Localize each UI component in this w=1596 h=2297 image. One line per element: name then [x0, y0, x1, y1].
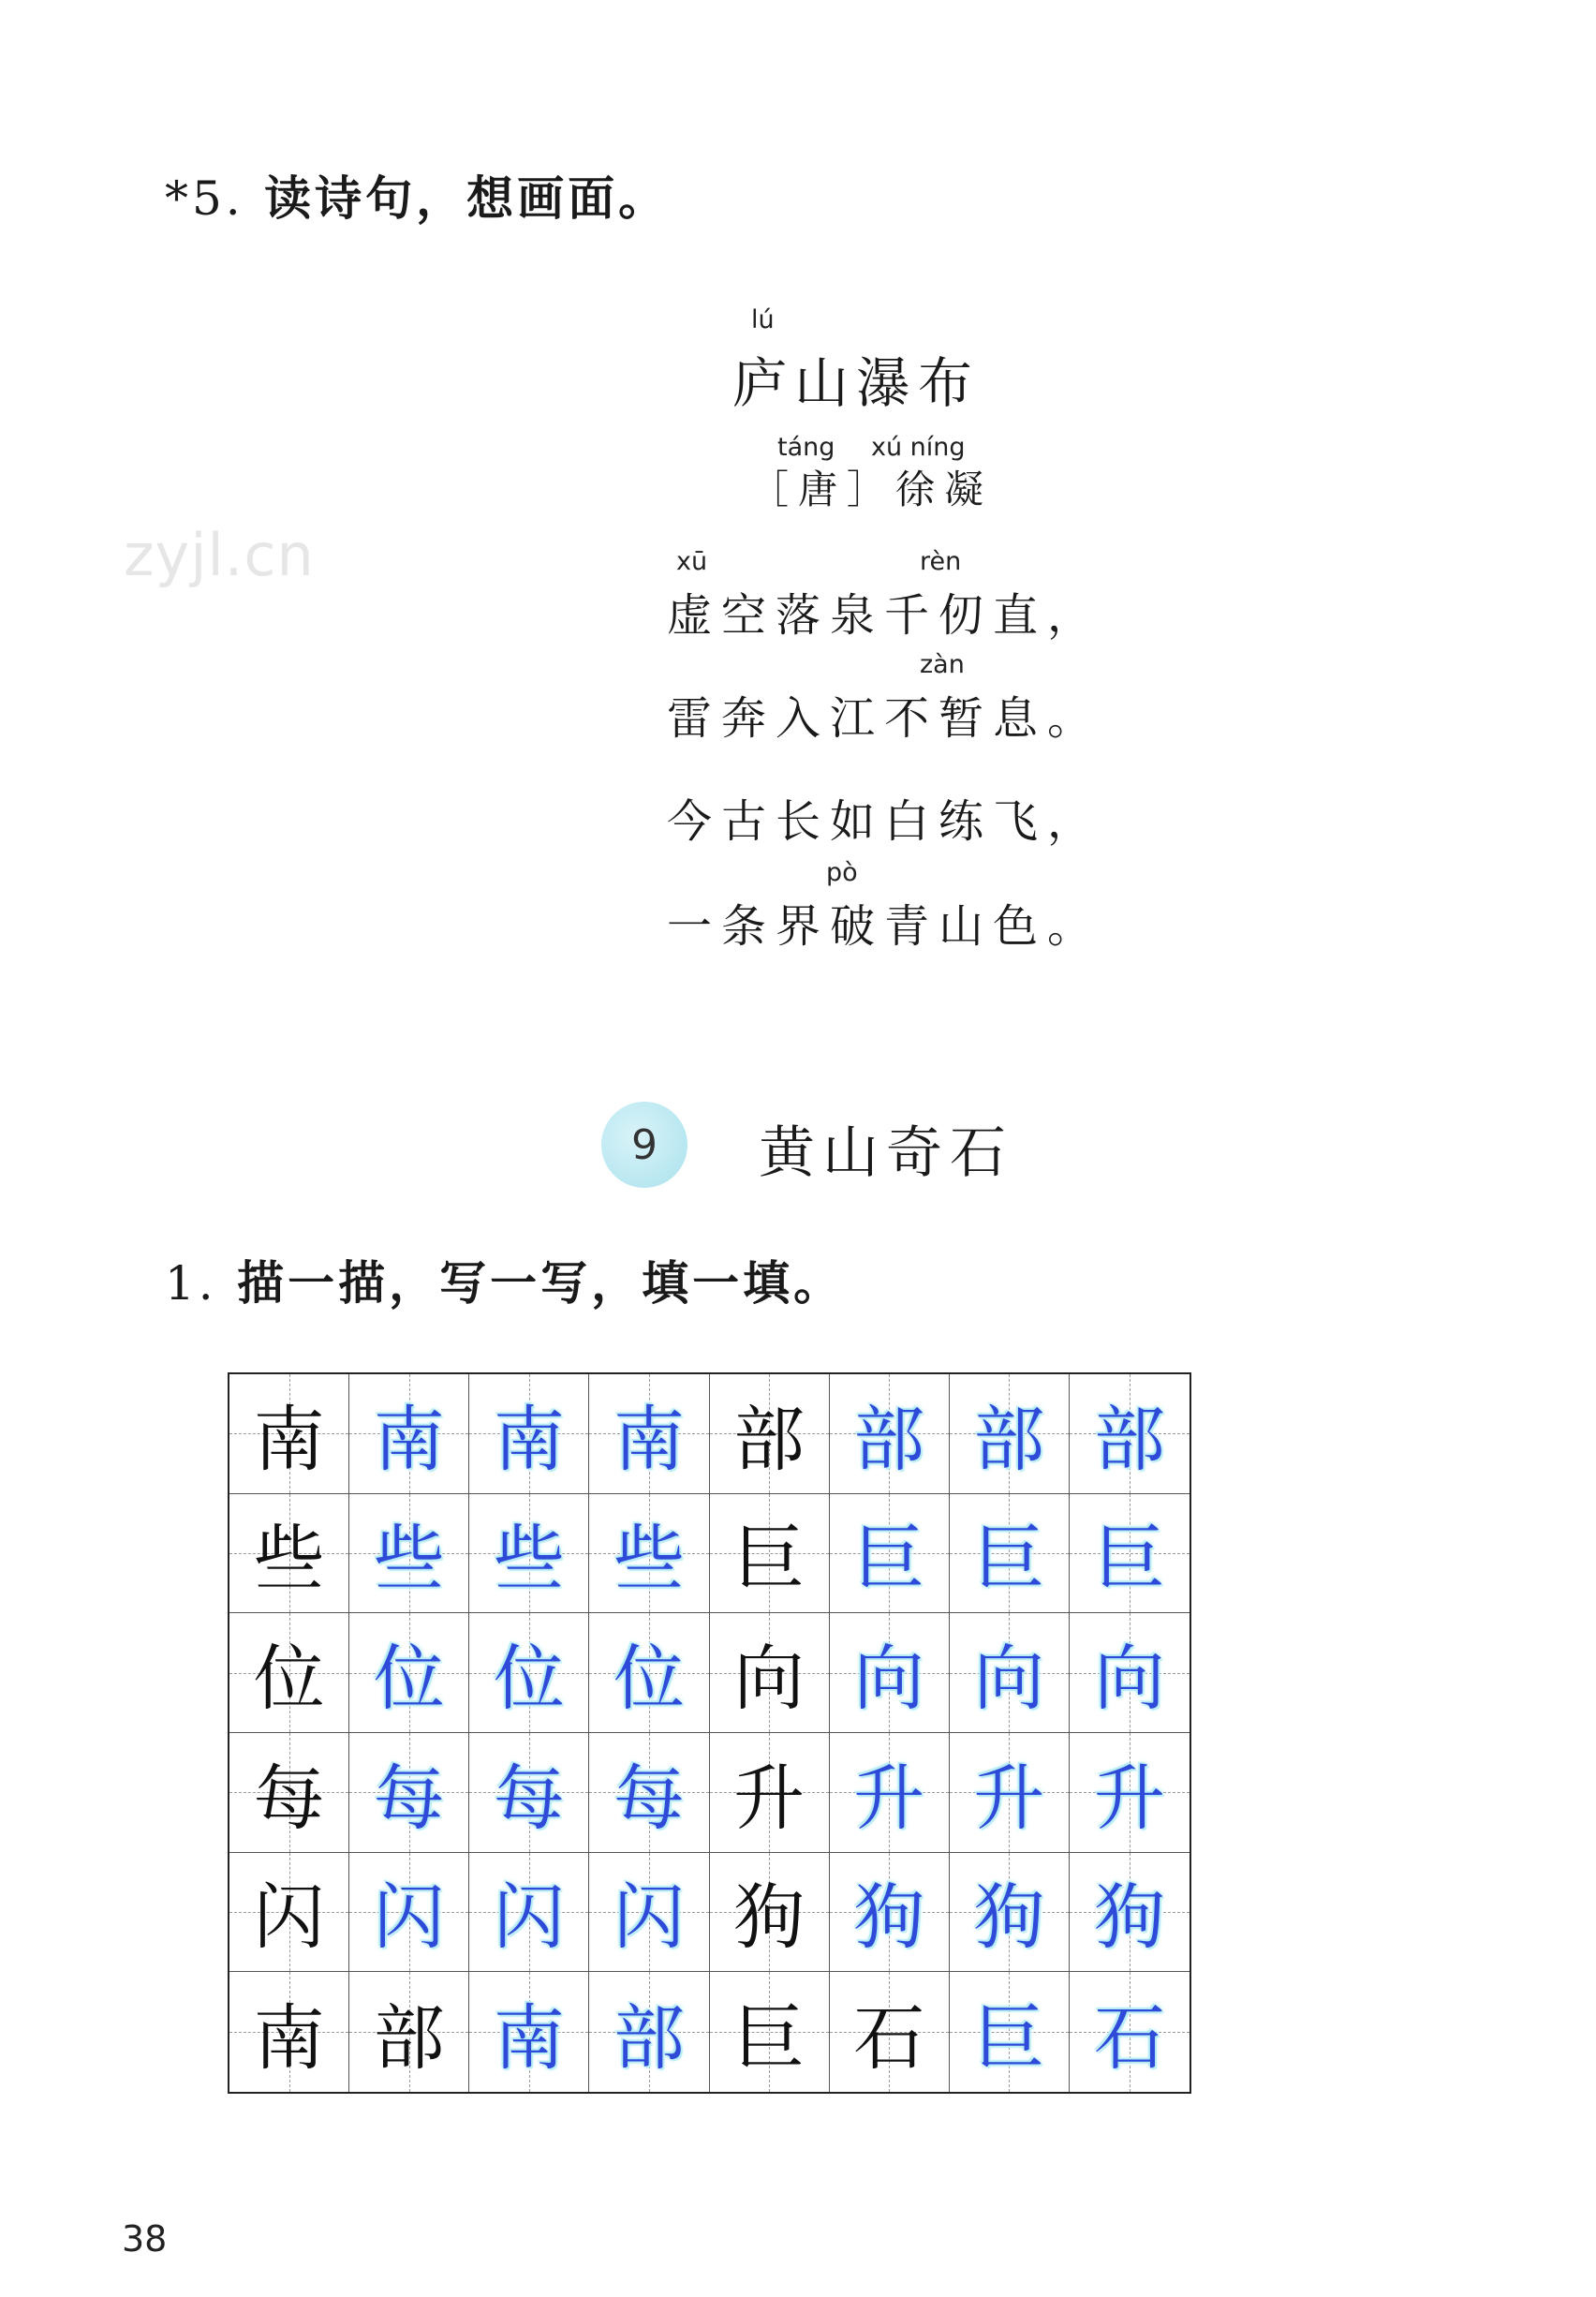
lesson-number-badge	[601, 1102, 687, 1188]
grid-cell	[950, 1613, 1070, 1733]
trace-character: 每	[613, 1756, 685, 1840]
trace-character: 向	[1093, 1637, 1165, 1721]
grid-cell	[710, 1374, 830, 1494]
grid-cell	[469, 1374, 589, 1494]
poem-line-3: 今古长如白练飞，	[667, 795, 1102, 848]
grid-cell	[710, 1613, 830, 1733]
model-character: 每	[253, 1756, 325, 1840]
exercise-5-instruction: 读诗句，想画面。	[264, 171, 670, 226]
grid-cell	[710, 1733, 830, 1853]
grid-cell	[349, 1733, 469, 1853]
grid-cell	[830, 1494, 950, 1614]
grid-cell	[349, 1972, 469, 2092]
lesson-number: 9	[631, 1120, 658, 1169]
exercise-1-heading	[165, 1246, 844, 1313]
grid-cell	[589, 1972, 709, 2092]
poem-line-1: 虚空落泉千仞直，	[667, 589, 1102, 642]
grid-cell	[1070, 1853, 1190, 1973]
author-pinyin-dynasty: táng	[777, 433, 835, 462]
grid-cell	[710, 1494, 830, 1614]
grid-cell	[950, 1374, 1070, 1494]
grid-cell	[469, 1853, 589, 1973]
trace-character: 些	[613, 1517, 685, 1601]
poem-line-2: 雷奔入江不暂息。	[667, 692, 1102, 745]
grid-cell	[1070, 1733, 1190, 1853]
exercise-5-number: *5.	[165, 171, 244, 226]
trace-character: 石	[1093, 1995, 1165, 2080]
trace-character: 闪	[373, 1875, 445, 1960]
grid-cell	[349, 1853, 469, 1973]
trace-character: 升	[1093, 1756, 1165, 1840]
grid-cell	[950, 1494, 1070, 1614]
grid-cell	[349, 1613, 469, 1733]
author-pinyin-name: xú níng	[871, 433, 966, 462]
trace-character: 些	[373, 1517, 445, 1601]
trace-character: 每	[373, 1756, 445, 1840]
poem-line-1-pinyin-b: rèn	[920, 547, 962, 576]
trace-character: 位	[373, 1637, 445, 1721]
grid-cell	[589, 1374, 709, 1494]
poem-line-1-pinyin-a: xū	[676, 547, 708, 576]
model-character: 闪	[253, 1875, 325, 1960]
model-character: 石	[853, 1995, 925, 2080]
trace-character: 巨	[973, 1517, 1045, 1601]
model-character: 部	[733, 1397, 805, 1481]
poem-author: ［唐］徐凝	[749, 467, 994, 512]
trace-character: 巨	[1093, 1517, 1165, 1601]
trace-character: 升	[853, 1756, 925, 1840]
model-character: 升	[733, 1756, 805, 1840]
watermark: zyjl.cn	[124, 521, 315, 589]
model-character: 巨	[733, 1995, 805, 2080]
trace-character: 闪	[493, 1875, 565, 1960]
trace-character: 位	[613, 1637, 685, 1721]
grid-cell	[229, 1494, 349, 1614]
trace-character: 狗	[853, 1875, 925, 1960]
trace-character: 巨	[853, 1517, 925, 1601]
poem-line-4: 一条界破青山色。	[667, 900, 1102, 953]
trace-character: 南	[373, 1397, 445, 1481]
grid-cell	[950, 1972, 1070, 2092]
grid-cell	[229, 1613, 349, 1733]
page-number: 38	[122, 2218, 168, 2260]
trace-character: 升	[973, 1756, 1045, 1840]
grid-cell	[1070, 1494, 1190, 1614]
grid-cell	[830, 1972, 950, 2092]
model-character: 南	[253, 1995, 325, 2080]
poem-line-4-pinyin: pò	[826, 858, 858, 887]
trace-character: 南	[493, 1397, 565, 1481]
model-character: 些	[253, 1517, 325, 1601]
grid-cell	[950, 1853, 1070, 1973]
grid-cell	[710, 1853, 830, 1973]
exercise-1-instruction: 描一描，写一写，填一填。	[237, 1256, 845, 1311]
trace-character: 部	[613, 1995, 685, 2080]
exercise-1-number: 1.	[165, 1256, 217, 1311]
trace-character: 位	[493, 1637, 565, 1721]
trace-character: 南	[493, 1995, 565, 2080]
poem-title-pinyin: lú	[751, 305, 775, 334]
grid-cell	[589, 1853, 709, 1973]
trace-character: 狗	[1093, 1875, 1165, 1960]
grid-cell	[950, 1733, 1070, 1853]
model-character: 部	[373, 1995, 445, 2080]
grid-cell	[349, 1374, 469, 1494]
grid-cell	[589, 1613, 709, 1733]
grid-cell	[830, 1733, 950, 1853]
grid-cell	[469, 1613, 589, 1733]
grid-cell	[469, 1494, 589, 1614]
trace-character: 向	[973, 1637, 1045, 1721]
model-character: 巨	[733, 1517, 805, 1601]
grid-cell	[830, 1613, 950, 1733]
grid-cell	[469, 1733, 589, 1853]
lesson-title: 黄山奇石	[759, 1120, 1013, 1186]
grid-cell	[589, 1733, 709, 1853]
grid-cell	[710, 1972, 830, 2092]
model-character: 位	[253, 1637, 325, 1721]
poem-title: 庐山瀑布	[732, 351, 981, 415]
grid-cell	[1070, 1613, 1190, 1733]
grid-cell	[229, 1972, 349, 2092]
trace-character: 闪	[613, 1875, 685, 1960]
trace-character: 部	[1093, 1397, 1165, 1481]
character-practice-grid	[228, 1372, 1191, 2094]
trace-character: 部	[973, 1397, 1045, 1481]
trace-character: 巨	[973, 1995, 1045, 2080]
trace-character: 每	[493, 1756, 565, 1840]
grid-cell	[830, 1853, 950, 1973]
grid-cell	[589, 1494, 709, 1614]
trace-character: 狗	[973, 1875, 1045, 1960]
grid-cell	[349, 1494, 469, 1614]
trace-character: 些	[493, 1517, 565, 1601]
grid-cell	[1070, 1972, 1190, 2092]
trace-character: 部	[853, 1397, 925, 1481]
model-character: 南	[253, 1397, 325, 1481]
poem-line-2-pinyin: zàn	[920, 650, 965, 679]
grid-cell	[830, 1374, 950, 1494]
grid-cell	[469, 1972, 589, 2092]
model-character: 向	[733, 1637, 805, 1721]
grid-cell	[229, 1374, 349, 1494]
model-character: 狗	[733, 1875, 805, 1960]
trace-character: 向	[853, 1637, 925, 1721]
grid-cell	[1070, 1374, 1190, 1494]
trace-character: 南	[613, 1397, 685, 1481]
grid-cell	[229, 1853, 349, 1973]
grid-cell	[229, 1733, 349, 1853]
exercise-5-heading	[165, 161, 669, 229]
